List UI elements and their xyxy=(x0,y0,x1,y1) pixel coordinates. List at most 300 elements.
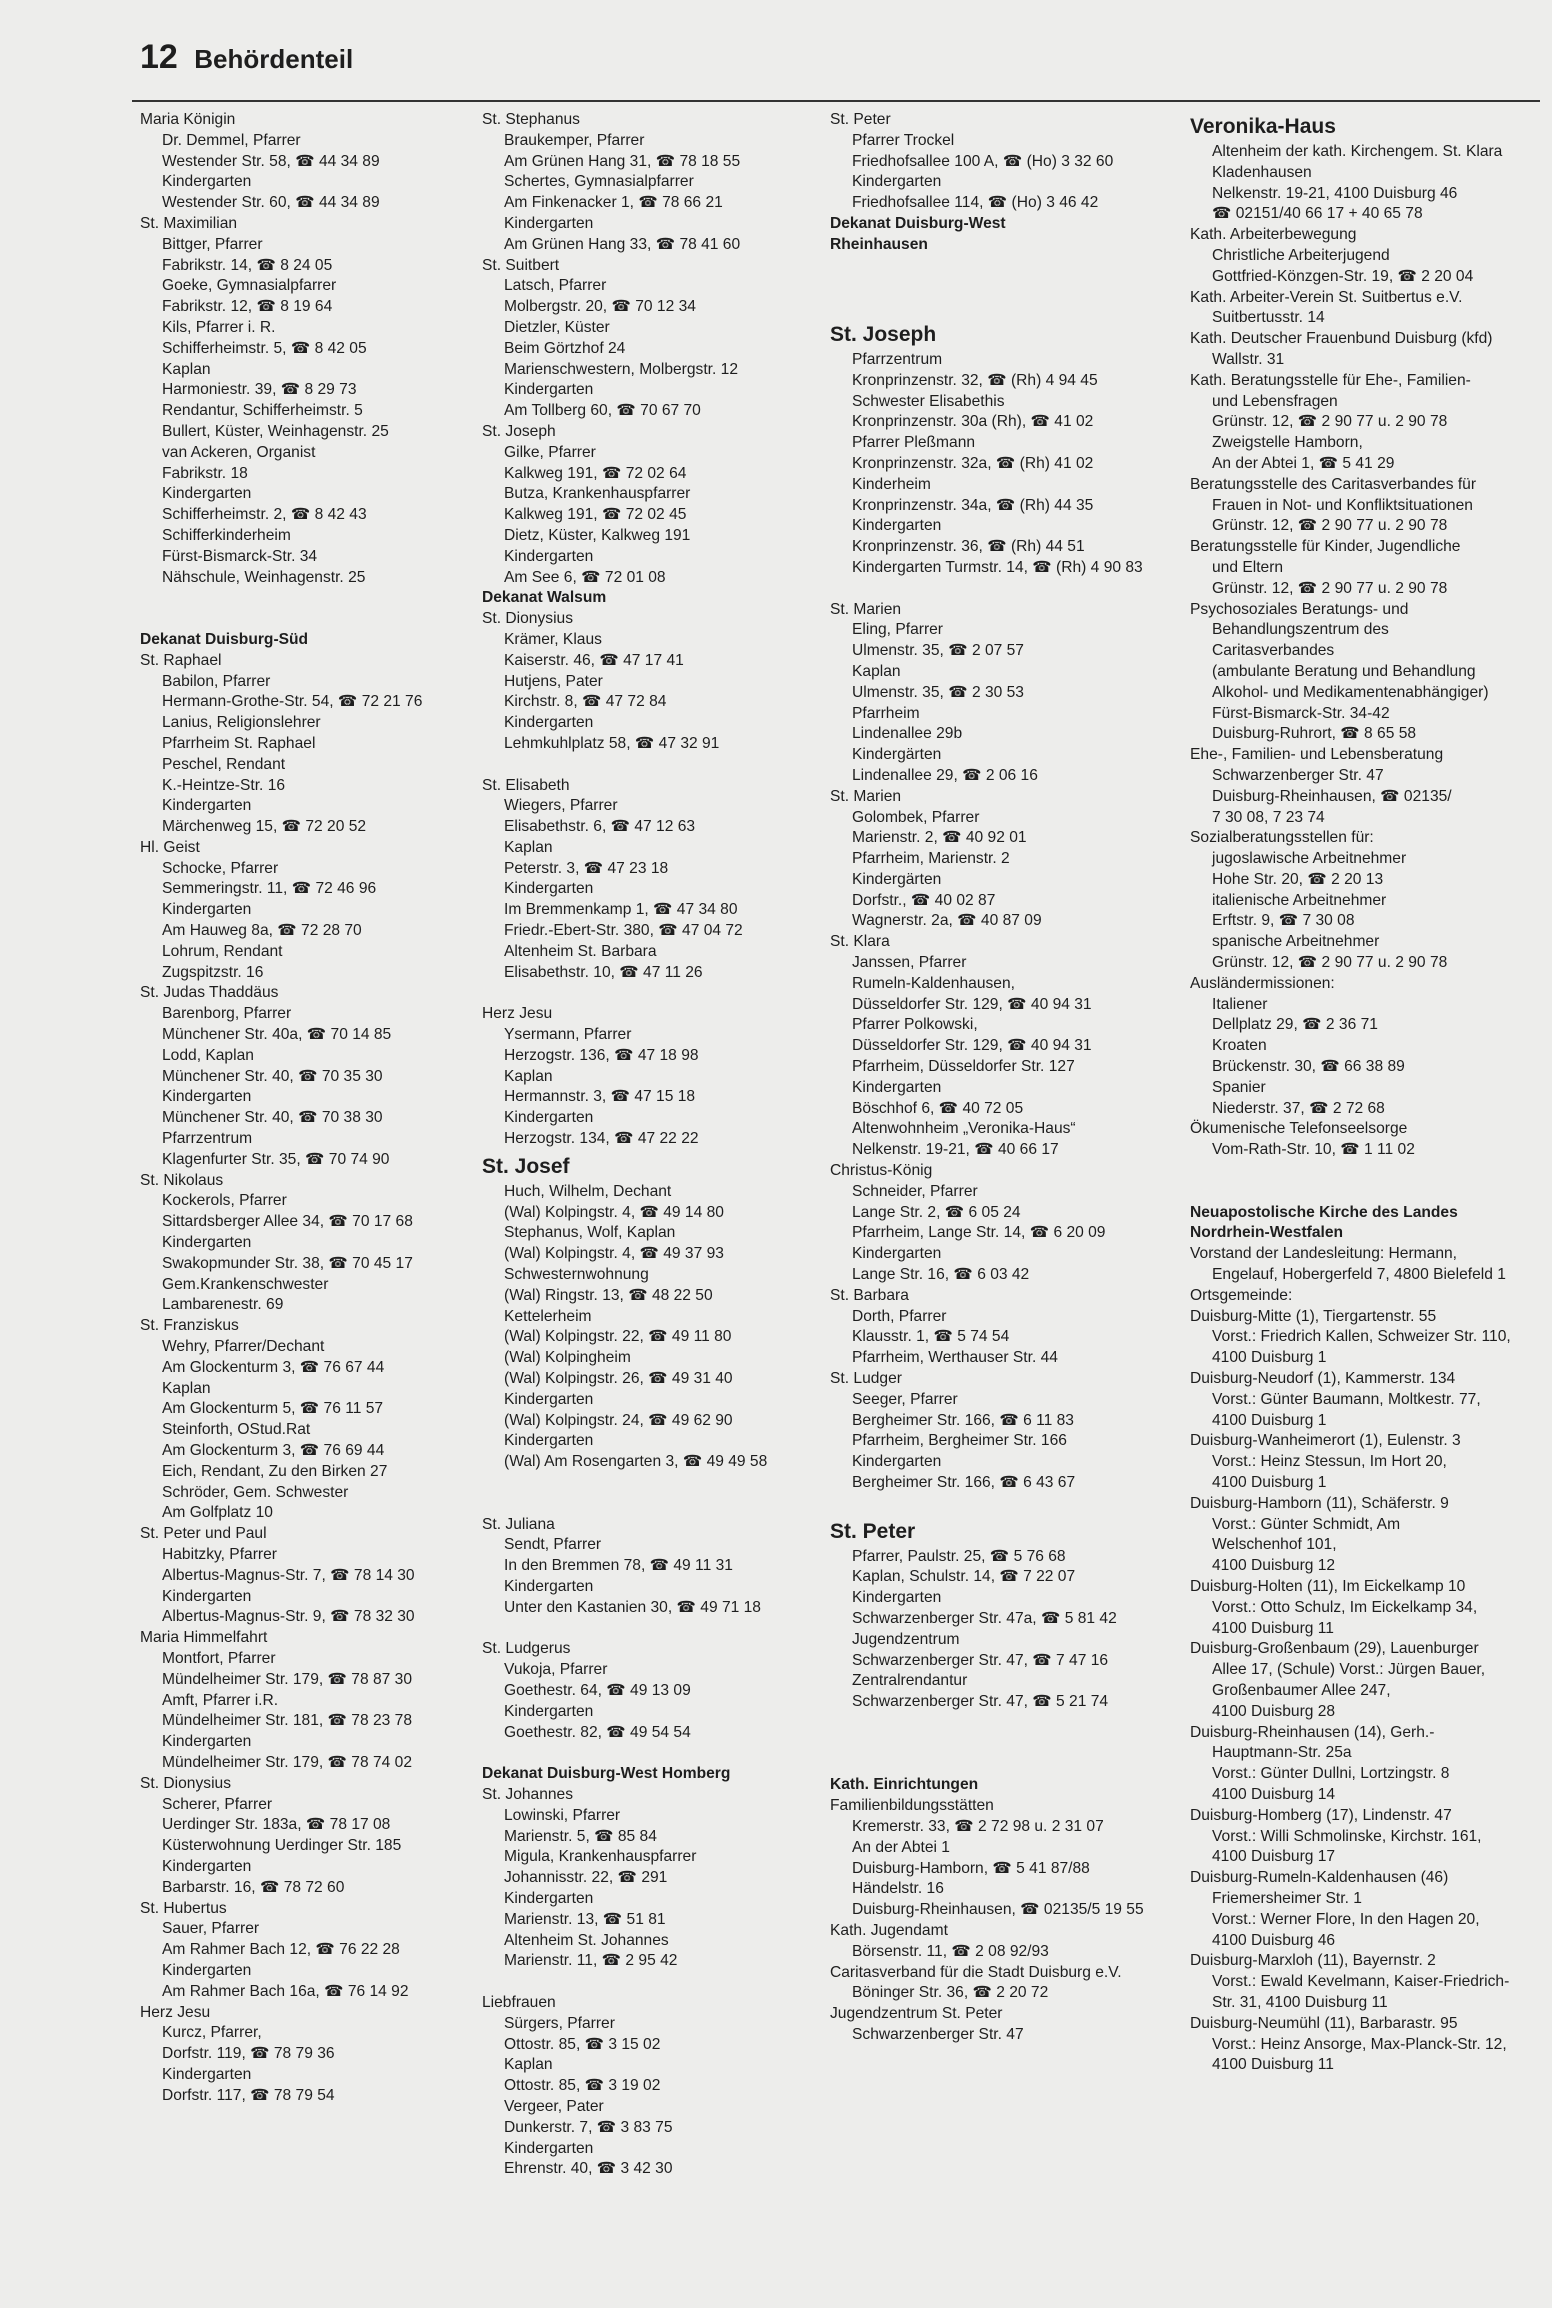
entry-detail: Kindergarten xyxy=(162,485,252,503)
entry-detail: Kindergarten xyxy=(162,901,252,919)
spacer xyxy=(830,1713,1144,1775)
entry-detail: Kindergarten xyxy=(504,1889,594,1907)
parish-heading: Veronika-Haus xyxy=(1190,115,1336,138)
entry-detail: Börsenstr. 11, ☎ 2 08 92/93 xyxy=(852,1942,1049,1960)
entry-detail: Kindergarten xyxy=(504,547,594,565)
entry-detail: Vorst.: Otto Schulz, Im Eickelkamp 34, xyxy=(1212,1598,1478,1616)
entry-detail: Herzogstr. 134, ☎ 47 22 22 xyxy=(504,1130,699,1148)
entry-detail: Eich, Rendant, Zu den Birken 27 xyxy=(162,1462,388,1480)
entry-title: Kath. Deutscher Frauenbund Duisburg (kfd) xyxy=(1190,330,1493,348)
entry-detail: Am Golfplatz 10 xyxy=(162,1504,273,1522)
entry-detail: Lohrum, Rendant xyxy=(162,942,283,960)
entry-detail: Kindergarten xyxy=(162,1961,252,1979)
entry-detail: Hauptmann-Str. 25a xyxy=(1212,1744,1352,1762)
entry-detail: Kronprinzenstr. 32a, ☎ (Rh) 41 02 xyxy=(852,454,1094,472)
entry-detail: 4100 Duisburg 1 xyxy=(1212,1474,1327,1491)
entry-title: St. Marien xyxy=(830,787,902,805)
entry-detail: Kettelerheim xyxy=(504,1307,592,1325)
entry-detail: Nelkenstr. 19-21, ☎ 40 66 17 xyxy=(852,1141,1059,1159)
entry-detail: Kinderheim xyxy=(852,475,931,493)
entry-detail: Bergheimer Str. 166, ☎ 6 11 83 xyxy=(852,1411,1074,1429)
entry-detail: Lehmkuhlplatz 58, ☎ 47 32 91 xyxy=(504,734,720,752)
section-heading: Neuapostolische Kirche des Landes xyxy=(1190,1203,1458,1221)
entry-detail: Vorst.: Werner Flore, In den Hagen 20, xyxy=(1212,1910,1480,1928)
spacer xyxy=(140,588,422,630)
entry-detail: und Eltern xyxy=(1212,558,1284,576)
entry-detail: Schwester Elisabethis xyxy=(852,392,1005,410)
entry-detail: Düsseldorfer Str. 129, ☎ 40 94 31 xyxy=(852,1037,1092,1055)
entry-detail: Ulmenstr. 35, ☎ 2 30 53 xyxy=(852,683,1024,701)
entry-detail: Albertus-Magnus-Str. 9, ☎ 78 32 30 xyxy=(162,1608,415,1626)
column-3 xyxy=(830,110,1144,2046)
entry-detail: Pfarrheim, Bergheimer Str. 166 xyxy=(852,1432,1067,1450)
entry-detail: Zweigstelle Hamborn, xyxy=(1212,434,1363,452)
entry-detail: An der Abtei 1, ☎ 5 41 29 xyxy=(1212,454,1395,472)
entry-detail: Kindergärten xyxy=(852,870,942,888)
entry-title: St. Elisabeth xyxy=(482,776,570,794)
entry-title: Ausländermissionen: xyxy=(1190,974,1335,992)
entry-detail: (Wal) Kolpingstr. 4, ☎ 49 37 93 xyxy=(504,1245,724,1263)
entry-detail: Kurcz, Pfarrer, xyxy=(162,2024,262,2042)
entry-detail: Schwarzenberger Str. 47a, ☎ 5 81 42 xyxy=(852,1609,1117,1627)
entry-detail: Scherer, Pfarrer xyxy=(162,1795,273,1813)
entry-detail: Märchenweg 15, ☎ 72 20 52 xyxy=(162,818,367,836)
entry-detail: (Wal) Kolpingstr. 22, ☎ 49 11 80 xyxy=(504,1328,732,1346)
entry-detail: Suitbertusstr. 14 xyxy=(1212,309,1325,327)
entry-detail: Christliche Arbeiterjugend xyxy=(1212,246,1390,264)
entry-detail: Vorst.: Friedrich Kallen, Schweizer Str. 110, xyxy=(1212,1328,1511,1346)
entry-detail: Grünstr. 12, ☎ 2 90 77 u. 2 90 78 xyxy=(1212,413,1448,431)
entry-detail: Latsch, Pfarrer xyxy=(504,277,607,295)
entry-detail: Kils, Pfarrer i. R. xyxy=(162,318,276,336)
entry-detail: Amft, Pfarrer i.R. xyxy=(162,1691,279,1709)
entry-detail: Ysermann, Pfarrer xyxy=(504,1026,632,1044)
entry-detail: (Wal) Am Rosengarten 3, ☎ 49 49 58 xyxy=(504,1453,768,1471)
entry-detail: Kindergarten xyxy=(504,714,594,732)
entry-detail: Küsterwohnung Uerdinger Str. 185 xyxy=(162,1837,402,1855)
entry-detail: Kalkweg 191, ☎ 72 02 64 xyxy=(504,464,687,482)
entry-detail: Ehrenstr. 40, ☎ 3 42 30 xyxy=(504,2160,673,2178)
entry-title: Duisburg-Homberg (17), Lindenstr. 47 xyxy=(1190,1806,1452,1824)
entry-detail: Friedhofsallee 100 A, ☎ (Ho) 3 32 60 xyxy=(852,152,1114,170)
spacer xyxy=(482,1972,767,1993)
entry-detail: Kindergarten xyxy=(162,1587,252,1605)
entry-detail: Kindergarten xyxy=(162,797,252,815)
entry-detail: Mündelheimer Str. 181, ☎ 78 23 78 xyxy=(162,1712,413,1730)
entry-detail: Kroaten xyxy=(1212,1037,1267,1055)
entry-detail: 4100 Duisburg 1 xyxy=(1212,1349,1327,1367)
entry-title: Duisburg-Hamborn (11), Schäferstr. 9 xyxy=(1190,1494,1449,1512)
entry-detail: Am Tollberg 60, ☎ 70 67 70 xyxy=(504,402,701,420)
entry-detail: Klagenfurter Str. 35, ☎ 70 74 90 xyxy=(162,1150,390,1168)
entry-title: St. Nikolaus xyxy=(140,1171,224,1189)
entry-title: St. Joseph xyxy=(482,422,556,440)
entry-detail: Montfort, Pfarrer xyxy=(162,1649,276,1667)
entry-title: St. Suitbert xyxy=(482,256,560,274)
entry-title: Beratungsstelle des Caritasverbandes für xyxy=(1190,475,1477,493)
entry-detail: Kindergarten xyxy=(852,1589,942,1607)
entry-detail: Elisabethstr. 6, ☎ 47 12 63 xyxy=(504,818,696,836)
entry-detail: Krämer, Klaus xyxy=(504,630,602,648)
entry-detail: Pfarrheim, Werthauser Str. 44 xyxy=(852,1349,1058,1367)
entry-title: Kath. Beratungsstelle für Ehe-, Familien- xyxy=(1190,371,1471,389)
page-number: 12 xyxy=(140,38,178,76)
entry-detail: Pfarrer Pleßmann xyxy=(852,434,976,452)
entry-detail: Pfarrer Polkowski, xyxy=(852,1016,978,1034)
entry-detail: Schifferheimstr. 2, ☎ 8 42 43 xyxy=(162,506,367,524)
entry-detail: Vorst.: Günter Dullni, Lortzingstr. 8 xyxy=(1212,1765,1450,1783)
entry-title: Maria Königin xyxy=(140,111,236,128)
entry-detail: Altenwohnheim „Veronika-Haus“ xyxy=(852,1120,1076,1138)
spacer xyxy=(482,983,767,1004)
entry-detail: Kindergarten xyxy=(504,1577,594,1595)
entry-detail: Kindergarten xyxy=(162,173,252,191)
entry-detail: K.-Heintze-Str. 16 xyxy=(162,776,286,794)
entry-detail: Bergheimer Str. 166, ☎ 6 43 67 xyxy=(852,1474,1076,1491)
entry-detail: Barenborg, Pfarrer xyxy=(162,1005,292,1023)
entry-detail: Kindergarten xyxy=(504,880,594,898)
entry-detail: Braukemper, Pfarrer xyxy=(504,131,645,149)
header-rule xyxy=(132,100,1540,102)
entry-detail: Am Finkenacker 1, ☎ 78 66 21 xyxy=(504,194,723,212)
entry-detail: Vukoja, Pfarrer xyxy=(504,1661,608,1679)
entry-title: Psychosoziales Beratungs- und xyxy=(1190,600,1409,618)
entry-detail: Hermann-Grothe-Str. 54, ☎ 72 21 76 xyxy=(162,693,423,711)
entry-detail: Lowinski, Pfarrer xyxy=(504,1806,621,1824)
entry-detail: 4100 Duisburg 28 xyxy=(1212,1702,1336,1720)
entry-detail: Duisburg-Rheinhausen, ☎ 02135/5 19 55 xyxy=(852,1901,1144,1919)
entry-title: St. Dionysius xyxy=(482,610,573,628)
entry-title: Vorstand der Landesleitung: Hermann, xyxy=(1190,1245,1457,1263)
entry-detail: (Wal) Kolpingstr. 4, ☎ 49 14 80 xyxy=(504,1203,724,1221)
entry-title: St. Judas Thaddäus xyxy=(140,984,279,1002)
spacer xyxy=(1190,1161,1511,1203)
entry-detail: (Wal) Kolpingstr. 24, ☎ 49 62 90 xyxy=(504,1411,733,1429)
entry-detail: Kindergarten xyxy=(162,1088,252,1106)
entry-detail: Rumeln-Kaldenhausen, xyxy=(852,974,1015,992)
entry-detail: Kindergarten xyxy=(504,381,594,399)
entry-detail: Fürst-Bismarck-Str. 34 xyxy=(162,547,318,565)
entry-detail: Kindergarten Turmstr. 14, ☎ (Rh) 4 90 83 xyxy=(852,558,1143,576)
entry-detail: Friedr.-Ebert-Str. 380, ☎ 47 04 72 xyxy=(504,922,743,940)
entry-detail: Gottfried-Könzgen-Str. 19, ☎ 2 20 04 xyxy=(1212,267,1474,285)
entry-detail: 4100 Duisburg 11 xyxy=(1212,2056,1334,2074)
entry-detail: Am Glockenturm 3, ☎ 76 69 44 xyxy=(162,1442,385,1459)
entry-detail: Bittger, Pfarrer xyxy=(162,235,263,253)
entry-detail: Am Glockenturm 3, ☎ 76 67 44 xyxy=(162,1358,385,1376)
entry-detail: Pfarrzentrum xyxy=(852,350,943,368)
entry-detail: Am Glockenturm 5, ☎ 76 11 57 xyxy=(162,1400,384,1418)
entry-detail: Niederstr. 37, ☎ 2 72 68 xyxy=(1212,1099,1385,1117)
entry-detail: Händelstr. 16 xyxy=(852,1880,944,1898)
entry-detail: Kindergarten xyxy=(504,214,594,232)
entry-title: St. Barbara xyxy=(830,1286,909,1304)
entry-detail: Duisburg-Ruhrort, ☎ 8 65 58 xyxy=(1212,725,1417,743)
entry-detail: Huch, Wilhelm, Dechant xyxy=(504,1182,672,1200)
entry-detail: Kirchstr. 8, ☎ 47 72 84 xyxy=(504,693,667,711)
entry-detail: Dorfstr., ☎ 40 02 87 xyxy=(852,891,996,909)
entry-detail: Dietzler, Küster xyxy=(504,318,610,336)
spacer xyxy=(482,1743,767,1764)
entry-detail: Böninger Str. 36, ☎ 2 20 72 xyxy=(852,1984,1049,2002)
entry-detail: Kindergarten xyxy=(852,173,942,191)
entry-title: Duisburg-Wanheimerort (1), Eulenstr. 3 xyxy=(1190,1432,1461,1450)
entry-detail: italienische Arbeitnehmer xyxy=(1212,891,1387,909)
entry-detail: Fabrikstr. 14, ☎ 8 24 05 xyxy=(162,256,333,274)
entry-detail: Goethestr. 82, ☎ 49 54 54 xyxy=(504,1723,691,1741)
entry-title: St. Marien xyxy=(830,600,902,618)
entry-detail: Am See 6, ☎ 72 01 08 xyxy=(504,568,666,586)
entry-detail: Babilon, Pfarrer xyxy=(162,672,271,690)
entry-title: Herz Jesu xyxy=(482,1005,553,1023)
entry-detail: Fabrikstr. 12, ☎ 8 19 64 xyxy=(162,298,333,316)
entry-detail: Am Rahmer Bach 16a, ☎ 76 14 92 xyxy=(162,1982,409,2000)
entry-detail: Marienschwestern, Molbergstr. 12 xyxy=(504,360,739,378)
entry-detail: Dr. Demmel, Pfarrer xyxy=(162,131,301,149)
entry-detail: Vorst.: Heinz Stessun, Im Hort 20, xyxy=(1212,1453,1447,1471)
entry-detail: Kindergärten xyxy=(852,746,942,764)
entry-detail: Pfarrheim, Lange Str. 14, ☎ 6 20 09 xyxy=(852,1224,1106,1242)
entry-detail: Lange Str. 2, ☎ 6 05 24 xyxy=(852,1203,1021,1221)
entry-detail: Pfarrzentrum xyxy=(162,1130,253,1148)
entry-detail: Lange Str. 16, ☎ 6 03 42 xyxy=(852,1266,1030,1284)
entry-detail: 4100 Duisburg 12 xyxy=(1212,1557,1336,1575)
entry-detail: Kindergarten xyxy=(852,1453,942,1471)
entry-title: St. Franziskus xyxy=(140,1317,239,1335)
entry-title: Hl. Geist xyxy=(140,838,200,856)
entry-detail: Nähschule, Weinhagenstr. 25 xyxy=(162,568,366,586)
entry-detail: Münchener Str. 40, ☎ 70 35 30 xyxy=(162,1067,383,1085)
spacer xyxy=(830,579,1144,600)
entry-detail: Unter den Kastanien 30, ☎ 49 71 18 xyxy=(504,1598,761,1616)
entry-detail: Lanius, Religionslehrer xyxy=(162,714,321,732)
entry-detail: und Lebensfragen xyxy=(1212,392,1338,410)
entry-detail: Frauen in Not- und Konfliktsituationen xyxy=(1212,496,1473,514)
entry-detail: Migula, Krankenhauspfarrer xyxy=(504,1848,697,1866)
entry-title: Kath. Jugendamt xyxy=(830,1921,948,1939)
entry-title: St. Hubertus xyxy=(140,1899,227,1917)
entry-detail: 4100 Duisburg 14 xyxy=(1212,1785,1336,1803)
entry-title: Familienbildungsstätten xyxy=(830,1797,994,1815)
entry-detail: Kindergarten xyxy=(504,1432,594,1450)
entry-detail: Lindenallee 29b xyxy=(852,725,963,743)
entry-detail: Ulmenstr. 35, ☎ 2 07 57 xyxy=(852,642,1024,660)
entry-detail: Kindergarten xyxy=(162,1234,252,1252)
entry-title: Kath. Arbeiter-Verein St. Suitbertus e.V. xyxy=(1190,288,1463,306)
entry-detail: Großenbaumer Allee 247, xyxy=(1212,1681,1391,1699)
entry-detail: Wagnerstr. 2a, ☎ 40 87 09 xyxy=(852,912,1042,930)
entry-detail: Kaplan xyxy=(852,662,901,680)
entry-detail: Harmoniestr. 39, ☎ 8 29 73 xyxy=(162,381,357,399)
entry-detail: Altenheim St. Barbara xyxy=(504,942,657,960)
entry-detail: Dellplatz 29, ☎ 2 36 71 xyxy=(1212,1016,1378,1034)
entry-title: Liebfrauen xyxy=(482,1993,556,2011)
entry-detail: An der Abtei 1 xyxy=(852,1838,950,1856)
entry-detail: Vorst.: Willi Schmolinske, Kirchstr. 161, xyxy=(1212,1827,1482,1845)
entry-detail: Marienstr. 5, ☎ 85 84 xyxy=(504,1827,657,1845)
entry-detail: Ottostr. 85, ☎ 3 19 02 xyxy=(504,2077,661,2095)
entry-title: Beratungsstelle für Kinder, Jugendliche xyxy=(1190,538,1461,556)
entry-detail: Peschel, Rendant xyxy=(162,755,286,773)
entry-detail: Kindergarten xyxy=(162,1733,252,1751)
entry-detail: Westender Str. 60, ☎ 44 34 89 xyxy=(162,194,380,212)
column-4 xyxy=(1190,110,1511,2076)
entry-detail: Uerdinger Str. 183a, ☎ 78 17 08 xyxy=(162,1816,391,1834)
entry-title: Duisburg-Rheinhausen (14), Gerh.- xyxy=(1190,1723,1435,1741)
entry-detail: Am Grünen Hang 31, ☎ 78 18 55 xyxy=(504,152,741,170)
entry-detail: Zugspitzstr. 16 xyxy=(162,963,264,981)
entry-detail: Peterstr. 3, ☎ 47 23 18 xyxy=(504,859,669,877)
page-title: Behördenteil xyxy=(194,44,354,74)
entry-detail: Kalkweg 191, ☎ 72 02 45 xyxy=(504,506,687,524)
entry-detail: Nelkenstr. 19-21, 4100 Duisburg 46 xyxy=(1212,184,1458,202)
entry-detail: Schifferheimstr. 5, ☎ 8 42 05 xyxy=(162,339,367,357)
entry-detail: Schwarzenberger Str. 47, ☎ 5 21 74 xyxy=(852,1693,1109,1711)
entry-detail: Schwarzenberger Str. 47, ☎ 7 47 16 xyxy=(852,1651,1109,1669)
entry-detail: Gilke, Pfarrer xyxy=(504,443,596,461)
entry-detail: Vom-Rath-Str. 10, ☎ 1 11 02 xyxy=(1212,1141,1415,1159)
entry-title: St. Klara xyxy=(830,933,890,951)
entry-detail: Schifferkinderheim xyxy=(162,526,291,544)
entry-detail: Kindergarten xyxy=(504,1109,594,1127)
entry-detail: Kindergarten xyxy=(504,2139,594,2157)
entry-detail: Kaplan xyxy=(504,1067,553,1085)
entry-detail: Schocke, Pfarrer xyxy=(162,859,279,877)
entry-detail: Janssen, Pfarrer xyxy=(852,954,967,972)
entry-detail: 7 30 08, 7 23 74 xyxy=(1212,808,1325,826)
section-heading: Kath. Einrichtungen xyxy=(830,1776,979,1794)
entry-detail: Hutjens, Pater xyxy=(504,672,603,690)
entry-detail: Allee 17, (Schule) Vorst.: Jürgen Bauer, xyxy=(1212,1661,1486,1679)
entry-detail: Kaplan, Schulstr. 14, ☎ 7 22 07 xyxy=(852,1568,1076,1586)
entry-title: Maria Himmelfahrt xyxy=(140,1629,268,1647)
entry-detail: Rendantur, Schifferheimstr. 5 xyxy=(162,402,363,420)
spacer xyxy=(830,1494,1144,1515)
entry-detail: Vorst.: Ewald Kevelmann, Kaiser-Friedrich- xyxy=(1212,1973,1510,1991)
entry-detail: Marienstr. 2, ☎ 40 92 01 xyxy=(852,829,1027,847)
entry-detail: Goethestr. 64, ☎ 49 13 09 xyxy=(504,1681,691,1699)
entry-detail: Dunkerstr. 7, ☎ 3 83 75 xyxy=(504,2118,673,2136)
entry-detail: Johannisstr. 22, ☎ 291 xyxy=(504,1869,668,1887)
entry-detail: Elisabethstr. 10, ☎ 47 11 26 xyxy=(504,963,703,981)
entry-detail: Fabrikstr. 18 xyxy=(162,464,248,482)
entry-title: Ortsgemeinde: xyxy=(1190,1286,1293,1304)
entry-detail: Kladenhausen xyxy=(1212,163,1312,181)
entry-detail: Barbarstr. 16, ☎ 78 72 60 xyxy=(162,1878,345,1896)
entry-detail: Wiegers, Pfarrer xyxy=(504,797,618,815)
entry-detail: Bullert, Küster, Weinhagenstr. 25 xyxy=(162,422,389,440)
entry-detail: Hohe Str. 20, ☎ 2 20 13 xyxy=(1212,870,1384,888)
entry-title: St. Peter und Paul xyxy=(140,1525,267,1543)
entry-detail: Dorfstr. 119, ☎ 78 79 36 xyxy=(162,2045,335,2063)
entry-detail: Fürst-Bismarck-Str. 34-42 xyxy=(1212,704,1390,722)
entry-detail: Kronprinzenstr. 34a, ☎ (Rh) 44 35 xyxy=(852,496,1094,514)
entry-detail: Engelauf, Hobergerfeld 7, 4800 Bielefeld 1 xyxy=(1212,1266,1506,1284)
entry-detail: Zentralrendantur xyxy=(852,1672,968,1690)
entry-detail: Kindergarten xyxy=(852,517,942,535)
spacer xyxy=(482,1619,767,1640)
entry-detail: 4100 Duisburg 11 xyxy=(1212,1619,1334,1637)
entry-detail: Pfarrheim, Marienstr. 2 xyxy=(852,850,1010,868)
entry-detail: Duisburg-Rheinhausen, ☎ 02135/ xyxy=(1212,787,1452,805)
entry-detail: Schwarzenberger Str. 47 xyxy=(852,2025,1024,2043)
entry-detail: Mündelheimer Str. 179, ☎ 78 74 02 xyxy=(162,1753,413,1771)
section-heading: Dekanat Duisburg-Süd xyxy=(140,630,309,648)
section-heading: Dekanat Duisburg-West xyxy=(830,214,1006,232)
entry-detail: Böschhof 6, ☎ 40 72 05 xyxy=(852,1099,1024,1117)
entry-detail: spanische Arbeitnehmer xyxy=(1212,933,1380,951)
entry-detail: Im Bremmenkamp 1, ☎ 47 34 80 xyxy=(504,901,738,919)
entry-detail: Butza, Krankenhauspfarrer xyxy=(504,485,691,503)
entry-title: Duisburg-Großenbaum (29), Lauenburger xyxy=(1190,1640,1479,1658)
entry-detail: Kronprinzenstr. 32, ☎ (Rh) 4 94 45 xyxy=(852,371,1098,389)
entry-detail: Golombek, Pfarrer xyxy=(852,808,980,826)
entry-detail: Dietz, Küster, Kalkweg 191 xyxy=(504,526,691,544)
entry-detail: Sendt, Pfarrer xyxy=(504,1536,602,1554)
entry-title: St. Johannes xyxy=(482,1785,574,1803)
entry-detail: Caritasverbandes xyxy=(1212,642,1335,660)
entry-detail: 4100 Duisburg 1 xyxy=(1212,1411,1327,1429)
entry-detail: Kronprinzenstr. 36, ☎ (Rh) 44 51 xyxy=(852,538,1085,556)
entry-detail: Friedhofsallee 114, ☎ (Ho) 3 46 42 xyxy=(852,194,1099,212)
entry-title: Herz Jesu xyxy=(140,2003,211,2021)
entry-detail: Pfarrheim St. Raphael xyxy=(162,734,316,752)
entry-detail: (Wal) Kolpingheim xyxy=(504,1349,631,1367)
entry-title: Duisburg-Neudorf (1), Kammerstr. 134 xyxy=(1190,1370,1456,1388)
entry-detail: 4100 Duisburg 46 xyxy=(1212,1931,1336,1949)
entry-detail: Schwarzenberger Str. 47 xyxy=(1212,766,1384,784)
entry-detail: Kindergarten xyxy=(504,1702,594,1720)
entry-detail: (ambulante Beratung und Behandlung xyxy=(1212,662,1476,680)
entry-title: Duisburg-Holten (11), Im Eickelkamp 10 xyxy=(1190,1577,1466,1595)
entry-detail: Kaplan xyxy=(504,2056,553,2074)
entry-detail: Kockerols, Pfarrer xyxy=(162,1192,287,1210)
entry-detail: Münchener Str. 40a, ☎ 70 14 85 xyxy=(162,1026,392,1044)
entry-detail: Mündelheimer Str. 179, ☎ 78 87 30 xyxy=(162,1670,413,1688)
entry-title: St. Stephanus xyxy=(482,111,580,128)
entry-detail: Sauer, Pfarrer xyxy=(162,1920,260,1938)
entry-detail: Herzogstr. 136, ☎ 47 18 98 xyxy=(504,1046,699,1064)
entry-detail: Altenheim der kath. Kirchengem. St. Klara xyxy=(1212,143,1503,160)
entry-detail: Beim Görtzhof 24 xyxy=(504,339,626,357)
entry-detail: Erftstr. 9, ☎ 7 30 08 xyxy=(1212,912,1355,930)
entry-detail: (Wal) Kolpingstr. 26, ☎ 49 31 40 xyxy=(504,1370,733,1388)
section-heading: Nordrhein-Westfalen xyxy=(1190,1224,1344,1242)
entry-detail: Stephanus, Wolf, Kaplan xyxy=(504,1224,676,1242)
entry-detail: jugoslawische Arbeitnehmer xyxy=(1212,850,1407,868)
section-heading: Rheinhausen xyxy=(830,235,928,253)
entry-title: St. Juliana xyxy=(482,1515,555,1533)
entry-detail: Goeke, Gymnasialpfarrer xyxy=(162,277,337,295)
entry-detail: Grünstr. 12, ☎ 2 90 77 u. 2 90 78 xyxy=(1212,954,1448,972)
entry-detail: Kindergarten xyxy=(162,1857,252,1875)
entry-detail: Kaplan xyxy=(162,1379,211,1397)
entry-detail: Italiener xyxy=(1212,995,1268,1013)
entry-detail: Hermannstr. 3, ☎ 47 15 18 xyxy=(504,1088,696,1106)
entry-detail: Ottostr. 85, ☎ 3 15 02 xyxy=(504,2035,661,2053)
entry-title: Sozialberatungsstellen für: xyxy=(1190,829,1374,847)
entry-detail: Grünstr. 12, ☎ 2 90 77 u. 2 90 78 xyxy=(1212,517,1448,535)
entry-detail: Spanier xyxy=(1212,1078,1266,1096)
entry-detail: Brückenstr. 30, ☎ 66 38 89 xyxy=(1212,1058,1405,1076)
entry-detail: Westender Str. 58, ☎ 44 34 89 xyxy=(162,152,380,170)
entry-title: Duisburg-Marxloh (11), Bayernstr. 2 xyxy=(1190,1952,1436,1970)
entry-title: Duisburg-Neumühl (11), Barbarastr. 95 xyxy=(1190,2014,1458,2032)
entry-detail: Swakopmunder Str. 38, ☎ 70 45 17 xyxy=(162,1254,413,1272)
entry-detail: Schröder, Gem. Schwester xyxy=(162,1483,349,1501)
entry-detail: Lodd, Kaplan xyxy=(162,1046,254,1064)
entry-detail: Welschenhof 101, xyxy=(1212,1536,1337,1554)
